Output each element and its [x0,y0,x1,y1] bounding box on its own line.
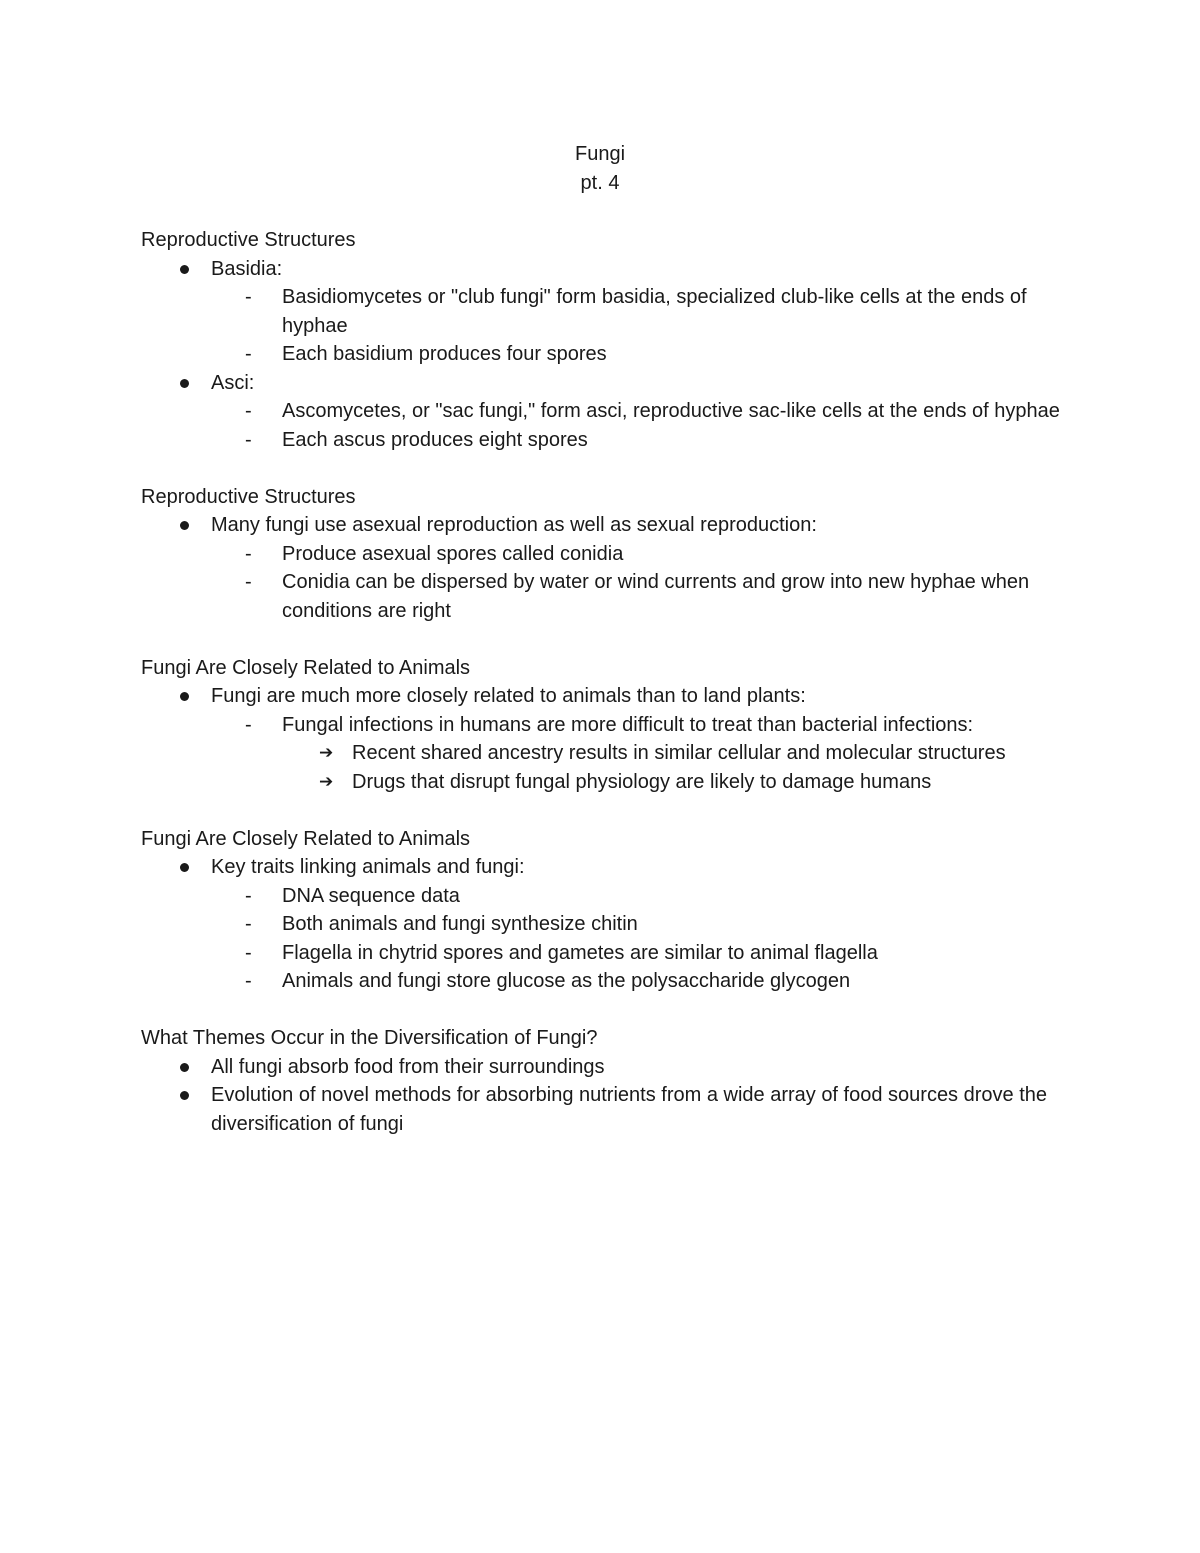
page-subtitle: pt. 4 [580,171,620,194]
dash-text: Ascomycetes, or "sac fungi," form asci, reproductive sac-like cells at the ends of hyphae [282,400,1060,422]
dash-icon: - [245,571,252,593]
dash-icon: - [245,542,252,565]
dash-item [141,540,1101,569]
section-heading: Fungi Are Closely Related to Animals [141,656,471,679]
arrow-item [141,739,1101,768]
bullet-item [141,853,1101,882]
section-heading: Reproductive Structures [141,485,356,508]
dash-item [141,967,1101,996]
dash-text: Fungal infections in humans are more difficult to treat than bacterial infections: [282,713,974,736]
dash-icon: - [245,884,252,907]
dash-icon: - [245,913,252,935]
bullet-item [141,1053,1101,1082]
dash-item [141,340,1101,369]
document-body [141,226,1101,1167]
bullet-text: Fungi are much more closely related to animals than to land plants: [211,685,806,707]
dash-icon: - [245,941,252,964]
bullet-text: Key traits linking animals and fungi: [211,856,525,878]
dash-icon: - [245,428,252,451]
bullet-dot-icon [180,379,189,388]
dash-item [141,283,1101,340]
dash-item [141,939,1101,968]
arrow-right-icon: ➔ [319,771,334,791]
dash-icon: - [245,400,252,422]
bullet-dot-icon [180,265,189,274]
arrow-item [141,768,1101,797]
section-heading: Fungi Are Closely Related to Animals [141,827,471,850]
dash-text: Basidiomycetes or "club fungi" form basidia, specialized club-like cells at the ends of hyphae [282,286,1027,337]
bullet-item [141,1081,1101,1138]
dash-icon: - [245,343,252,365]
arrow-right-icon: ➔ [319,743,334,762]
dash-icon: - [245,970,252,992]
dash-text: Each ascus produces eight spores [282,428,588,451]
bullet-dot-icon [180,863,189,872]
dash-icon: - [245,286,252,308]
bullet-item [141,682,1101,711]
dash-item [141,910,1101,939]
page-title: Fungi [574,143,626,165]
dash-item [141,568,1101,625]
dash-text: Flagella in chytrid spores and gametes are similar to animal flagella [282,941,878,964]
bullet-text: Evolution of novel methods for absorbing nutrients from a wide array of food sources drove the diversification of fungi [211,1084,1048,1135]
bullet-text: All fungi absorb food from their surroundings [211,1055,605,1078]
dash-item [141,397,1101,426]
title-block [0,140,1200,197]
section-heading: Reproductive Structures [141,229,356,251]
bullet-dot-icon [180,1091,189,1100]
bullet-dot-icon [180,521,189,530]
dash-item [141,882,1101,911]
section-heading: What Themes Occur in the Diversification of Fungi? [141,1027,598,1049]
bullet-dot-icon [180,692,189,701]
section [141,654,1101,797]
arrow-text: Drugs that disrupt fungal physiology are likely to damage humans [352,770,932,793]
section [141,1024,1101,1138]
dash-text: Animals and fungi store glucose as the polysaccharide glycogen [282,970,851,992]
bullet-item [141,369,1101,398]
dash-icon: - [245,713,252,736]
bullet-dot-icon [180,1063,189,1072]
bullet-text: Asci: [211,371,255,394]
dash-item [141,426,1101,455]
bullet-text: Basidia: [211,257,283,280]
dash-item [141,711,1101,740]
section [141,483,1101,626]
arrow-text: Recent shared ancestry results in similar cellular and molecular structures [352,742,1006,764]
bullet-item [141,255,1101,284]
dash-text: Each basidium produces four spores [282,343,607,365]
section [141,825,1101,996]
dash-text: Both animals and fungi synthesize chitin [282,913,638,935]
dash-text: DNA sequence data [282,884,460,907]
dash-text: Produce asexual spores called conidia [282,542,624,565]
bullet-item [141,511,1101,540]
dash-text: Conidia can be dispersed by water or wind currents and grow into new hyphae when conditions are right [282,571,1030,622]
bullet-text: Many fungi use asexual reproduction as well as sexual reproduction: [211,514,817,536]
section [141,226,1101,454]
